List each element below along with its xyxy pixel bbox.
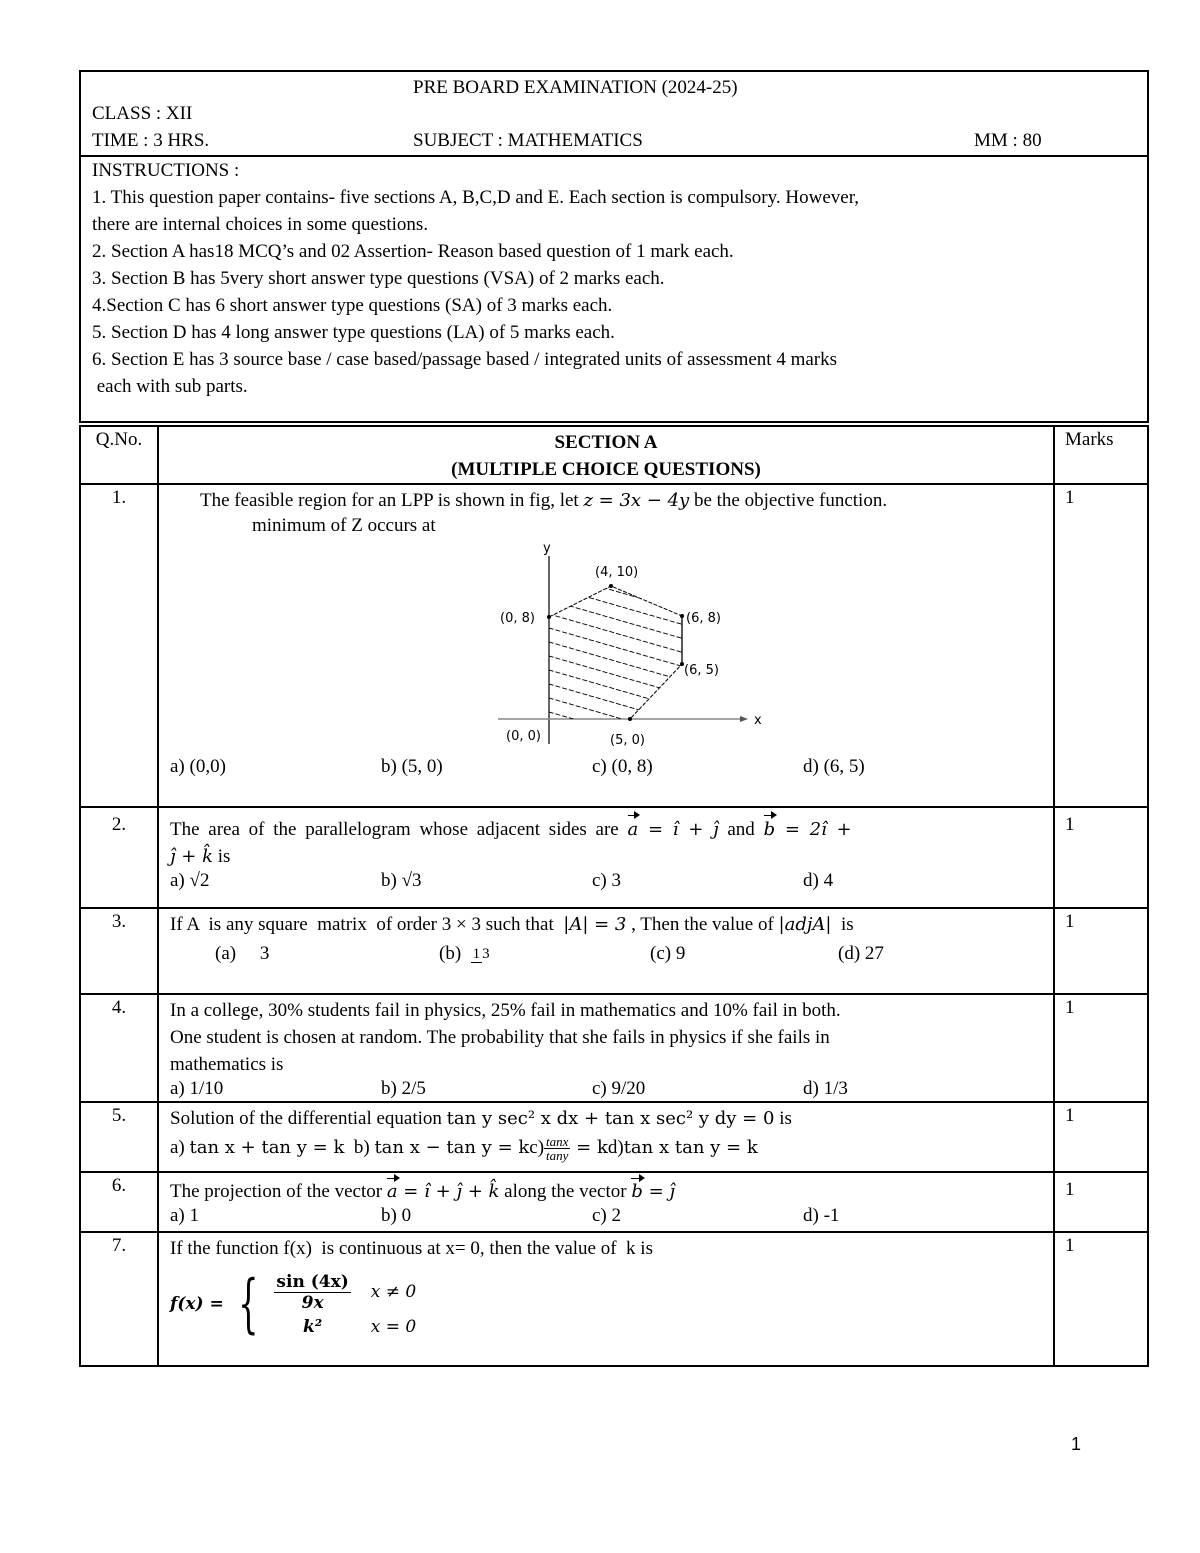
option-d[interactable]: d) (6, 5) [803, 756, 865, 777]
subject-label: SUBJECT : MATHEMATICS [413, 130, 643, 151]
option-a[interactable]: a) 1 [170, 1205, 200, 1226]
question-marks: 1 [1054, 484, 1148, 807]
question-number: 1. [80, 484, 158, 807]
option-b[interactable]: (b) 1 3 [439, 943, 490, 964]
question-number: 7. [80, 1232, 158, 1366]
table-row [80, 1172, 1148, 1232]
page-number: 1 [1071, 1434, 1082, 1454]
instruction-line: 5. Section D has 4 long answer type questions (LA) of 5 marks each. [92, 322, 615, 343]
instruction-line: there are internal choices in some questions. [92, 214, 429, 235]
point-label: (4, 10) [595, 565, 639, 580]
answer-options [170, 870, 1042, 892]
point-label: (0, 0) [506, 729, 541, 744]
answer-options [170, 756, 1042, 778]
vector-a: a [628, 816, 639, 844]
option-c[interactable]: c) (0, 8) [592, 756, 653, 777]
section-title: SECTION A [554, 432, 658, 453]
option-b[interactable]: b) 0 [381, 1205, 412, 1226]
option-b[interactable]: b) √3 [381, 870, 422, 891]
question-text: If A is any square matrix of order 3 × 3 such that |A| = 3 , Then the value of |adjA| is [170, 914, 854, 935]
answer-options [170, 1078, 1042, 1100]
option-a[interactable]: a) (0,0) [170, 756, 226, 777]
point-label: (6, 8) [686, 611, 721, 626]
option-c[interactable]: (c) 9 [650, 943, 686, 964]
option-a[interactable]: (a) 3 [215, 943, 270, 964]
instructions-box [79, 155, 1149, 423]
option-a[interactable]: a) √2 [170, 870, 210, 891]
question-number: 5. [80, 1102, 158, 1172]
question-text: The area of the parallelogram whose adjacent sides are a = î + ĵ and b = 2î + [170, 816, 1042, 844]
question-body [158, 994, 1054, 1102]
option-d[interactable]: d) 1/3 [803, 1078, 848, 1099]
question-text: Solution of the differential equation tan y sec² x dx + tan x sec² y dy = 0 is [170, 1108, 792, 1129]
qno-header: Q.No. [80, 426, 158, 484]
instruction-line: 2. Section A has18 MCQ’s and 02 Assertion- Reason based question of 1 mark each. [92, 241, 734, 262]
question-number: 6. [80, 1172, 158, 1232]
point-label: (6, 5) [684, 663, 719, 678]
table-row [80, 1102, 1148, 1172]
piecewise-function: f(x) = { $\frac{\sin (4x)}{9x}$ x ≠ 0 k² x = 0 [170, 1267, 417, 1341]
question-number: 3. [80, 908, 158, 994]
question-number: 2. [80, 807, 158, 908]
question-body [158, 1172, 1054, 1232]
table-row [80, 994, 1148, 1102]
exam-title: PRE BOARD EXAMINATION (2024-25) [413, 77, 738, 98]
adjoint-determinant: |adjA| [778, 914, 832, 935]
option-b[interactable]: b) tan x − tan y = k [344, 1137, 530, 1158]
option-c[interactable]: c) $\frac{\tan x}{\tan y}$ = k [529, 1134, 608, 1164]
question-marks: 1 [1054, 994, 1148, 1102]
section-heading [158, 426, 1054, 484]
axis-y-label: y [543, 541, 551, 556]
question-text: The feasible region for an LPP is shown in fig, let z = 3x − 4y be the objective function. [200, 490, 888, 511]
question-marks: 1 [1054, 1102, 1148, 1172]
question-body [158, 1102, 1054, 1172]
question-marks: 1 [1054, 1232, 1148, 1366]
option-a[interactable]: a) 1/10 [170, 1078, 224, 1099]
option-b[interactable]: b) (5, 0) [381, 756, 443, 777]
section-subtitle: (MULTIPLE CHOICE QUESTIONS) [451, 459, 761, 480]
table-row [80, 1232, 1148, 1366]
vector-b: b [631, 1179, 643, 1205]
class-label: CLASS : XII [92, 103, 193, 124]
exam-header [79, 70, 1149, 155]
table-row [80, 807, 1148, 908]
instruction-line: 3. Section B has 5very short answer type questions (VSA) of 2 marks each. [92, 268, 665, 289]
table-header-row [80, 426, 1148, 484]
option-d[interactable]: d) 4 [803, 870, 834, 891]
objective-function: z = 3x − 4y [583, 490, 690, 511]
question-text-line: mathematics is [170, 1054, 284, 1075]
point-label: (0, 8) [500, 611, 535, 626]
feasible-region-graph [482, 534, 772, 754]
questions-table [79, 425, 1149, 1367]
option-d[interactable]: d)tan x tan y = k [607, 1137, 758, 1158]
instruction-line: 1. This question paper contains- five sections A, B,C,D and E. Each section is compulsory. However, [92, 187, 860, 208]
option-c[interactable]: c) 3 [592, 870, 622, 891]
question-text-line: One student is chosen at random. The probability that she fails in physics if she fails in [170, 1027, 830, 1048]
question-number: 4. [80, 994, 158, 1102]
marks-header: Marks [1054, 426, 1148, 484]
option-b[interactable]: b) 2/5 [381, 1078, 426, 1099]
axis-x-label: x [754, 713, 762, 728]
brace-icon: { [237, 1267, 259, 1341]
question-body [158, 1232, 1054, 1366]
instruction-line: each with sub parts. [92, 376, 248, 397]
question-body [158, 484, 1054, 807]
option-c[interactable]: c) 9/20 [592, 1078, 646, 1099]
question-text: If the function f(x) is continuous at x= 0, then the value of k is [170, 1238, 653, 1259]
answer-options [170, 943, 1042, 965]
table-row [80, 484, 1148, 807]
determinant: |A| = 3 [563, 914, 627, 935]
question-body: The area of the parallelogram whose adjacent sides are a = î + ĵ and b = 2î + ĵ + k̂ is a) √2 b) √3 c) 3 d) 4 [158, 807, 1054, 908]
time-label: TIME : 3 HRS. [92, 130, 210, 151]
option-d[interactable]: (d) 27 [838, 943, 884, 964]
point-label: (5, 0) [610, 733, 645, 748]
answer-options [170, 1133, 1042, 1163]
instruction-line: 4.Section C has 6 short answer type questions (SA) of 3 marks each. [92, 295, 613, 316]
question-text: The projection of the vector a = î + ĵ + k̂ along the vector b = ĵ [170, 1179, 1042, 1205]
option-d[interactable]: d) -1 [803, 1205, 840, 1226]
max-marks-label: MM : 80 [974, 130, 1042, 151]
question-body [158, 908, 1054, 994]
differential-equation: tan y sec² x dx + tan x sec² y dy = 0 [446, 1108, 775, 1129]
vector-a: a [387, 1179, 398, 1205]
table-row [80, 908, 1148, 994]
question-marks: 1 [1054, 807, 1148, 908]
option-a[interactable]: a) tan x + tan y = k [170, 1137, 345, 1158]
exam-paper [79, 70, 1149, 1367]
question-text-line: In a college, 30% students fail in physics, 25% fail in mathematics and 10% fail in both. [170, 1000, 841, 1021]
vector-b: b [764, 816, 776, 844]
question-marks: 1 [1054, 1172, 1148, 1232]
option-c[interactable]: c) 2 [592, 1205, 622, 1226]
instruction-line: 6. Section E has 3 source base / case based/passage based / integrated units of assessment 4 marks [92, 349, 838, 370]
answer-options [170, 1205, 1042, 1227]
question-marks: 1 [1054, 908, 1148, 994]
instructions-heading: INSTRUCTIONS : [92, 160, 240, 181]
question-text-line2: minimum of Z occurs at [252, 515, 436, 536]
